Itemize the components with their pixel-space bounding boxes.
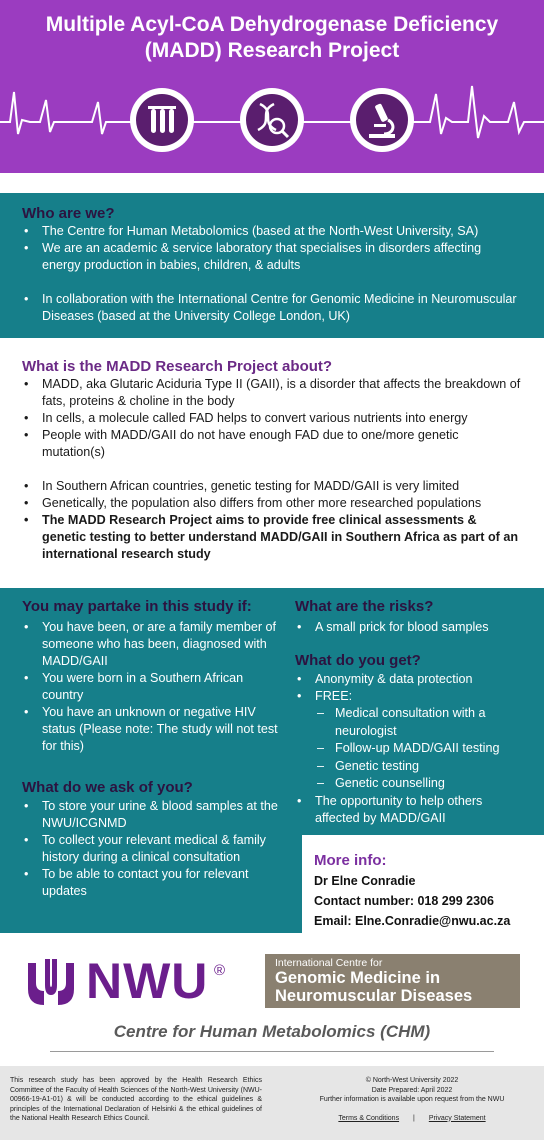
risks-block xyxy=(295,598,525,636)
who-heading: Who are we? xyxy=(22,205,115,222)
terms-link[interactable]: Terms & Conditions xyxy=(338,1114,400,1122)
partake-item: • You have an unknown or negative HIV status (Please note: The study will not test for this) xyxy=(22,704,284,755)
ask-item: • To store your urine & blood samples at the NWU/ICGNMD xyxy=(22,798,284,832)
about-heading: What is the MADD Research Project about? xyxy=(22,358,333,375)
who-item: • The Centre for Human Metabolomics (based at the North-West University, SA) xyxy=(22,223,522,240)
risks-heading: What are the risks? xyxy=(295,598,434,615)
get-block xyxy=(295,652,525,827)
footer xyxy=(0,1066,544,1140)
about-section xyxy=(22,358,522,563)
privacy-link[interactable]: Privacy Statement xyxy=(428,1114,486,1122)
page-title xyxy=(0,12,544,64)
get-heading: What do you get? xyxy=(295,652,421,669)
partake-item: • You have been, or are a family member of someone who has been, diagnosed with MADD/GAII xyxy=(22,619,284,670)
chm-title: Centre for Human Metabolomics (CHM) xyxy=(113,1022,431,1041)
contact-email[interactable]: Email: Elne.Conradie@nwu.ac.za xyxy=(314,914,511,928)
who-are-we-section xyxy=(0,193,544,338)
get-item: • Anonymity & data protection xyxy=(295,671,525,688)
ask-block xyxy=(22,779,284,900)
title-line-1: Multiple Acyl-CoA Dehydrogenase Deficiency xyxy=(45,13,499,36)
registered-mark: ® xyxy=(214,962,226,979)
about-item: • Genetically, the population also differs from other more researched populations xyxy=(22,495,522,512)
more-info-heading: More info: xyxy=(314,852,387,869)
partake-item: • You were born in a Southern African country xyxy=(22,670,284,704)
who-item: • In collaboration with the International Centre for Genomic Medicine in Neuromuscular Diseases (based at the University College London, UK) xyxy=(22,291,522,325)
contact-number: Contact number: 018 299 2306 xyxy=(314,894,494,908)
about-item: • People with MADD/GAII do not have enough FAD due to one/more genetic mutation(s) xyxy=(22,427,522,461)
icgnm-line3: Neuromuscular Diseases xyxy=(275,987,473,1005)
about-item: • In Southern African countries, genetic testing for MADD/GAII is very limited xyxy=(22,478,522,495)
more-info-block xyxy=(314,852,534,931)
divider xyxy=(50,1051,494,1052)
partake-block xyxy=(22,598,284,755)
ask-item: • To be able to contact you for relevant updates xyxy=(22,866,284,900)
test-tubes-icon xyxy=(130,88,194,152)
about-item: • MADD, aka Glutaric Aciduria Type II (GAII), is a disorder that affects the breakdown of fats, proteins & choline in the body xyxy=(22,376,522,410)
info-text: Further information is available upon request from the NWU xyxy=(319,1096,505,1103)
get-subitem: – Genetic testing xyxy=(315,758,525,776)
who-item: • We are an academic & service laboratory that specialises in disorders affecting energy production in babies, children, & adults xyxy=(22,240,522,274)
get-item: • The opportunity to help others affected by MADD/GAII xyxy=(295,793,525,827)
about-item: • In cells, a molecule called FAD helps to convert various nutrients into energy xyxy=(22,410,522,427)
get-item: • FREE: xyxy=(295,688,525,705)
ask-item: • To collect your relevant medical & family history during a clinical consultation xyxy=(22,832,284,866)
title-line-2: (MADD) Research Project xyxy=(144,39,400,62)
risks-item: • A small prick for blood samples xyxy=(295,619,525,636)
dna-magnifier-icon xyxy=(240,88,304,152)
icgnm-logo xyxy=(265,954,520,1008)
get-subitem: – Medical consultation with a neurologist xyxy=(315,705,525,740)
get-subitem: – Genetic counselling xyxy=(315,775,525,793)
ethics-approval-text: This research study has been approved by the Health Research Ethics Committee of the Faculty of Health Sciences of the North-West University (NWU-00966-19-A1-01) & will be conducted according to the ethical guidelines & principles of the International Declaration of Helsinki & the ethical guidelines of the National Health Research Ethics Council. xyxy=(10,1077,262,1122)
nwu-emblem-icon xyxy=(24,955,78,1009)
microscope-icon xyxy=(350,88,414,152)
date-prepared-text: Date Prepared: April 2022 xyxy=(371,1086,453,1094)
icgnm-line1: International Centre for xyxy=(275,957,383,969)
copyright-text: © North-West University 2022 xyxy=(365,1077,459,1084)
partake-heading: You may partake in this study if: xyxy=(22,598,252,615)
about-item-highlight: • The MADD Research Project aims to provide free clinical assessments & genetic testing to better understand MADD/GAII in Southern Africa as part of an international research study xyxy=(22,512,522,563)
icgnm-line2: Genomic Medicine in xyxy=(275,969,441,987)
get-subitem: – Follow-up MADD/GAII testing xyxy=(315,740,525,758)
ask-heading: What do we ask of you? xyxy=(22,779,193,796)
contact-name: Dr Elne Conradie xyxy=(314,874,416,888)
link-separator: | xyxy=(413,1114,415,1122)
nwu-logo-text: NWU xyxy=(86,953,209,1009)
